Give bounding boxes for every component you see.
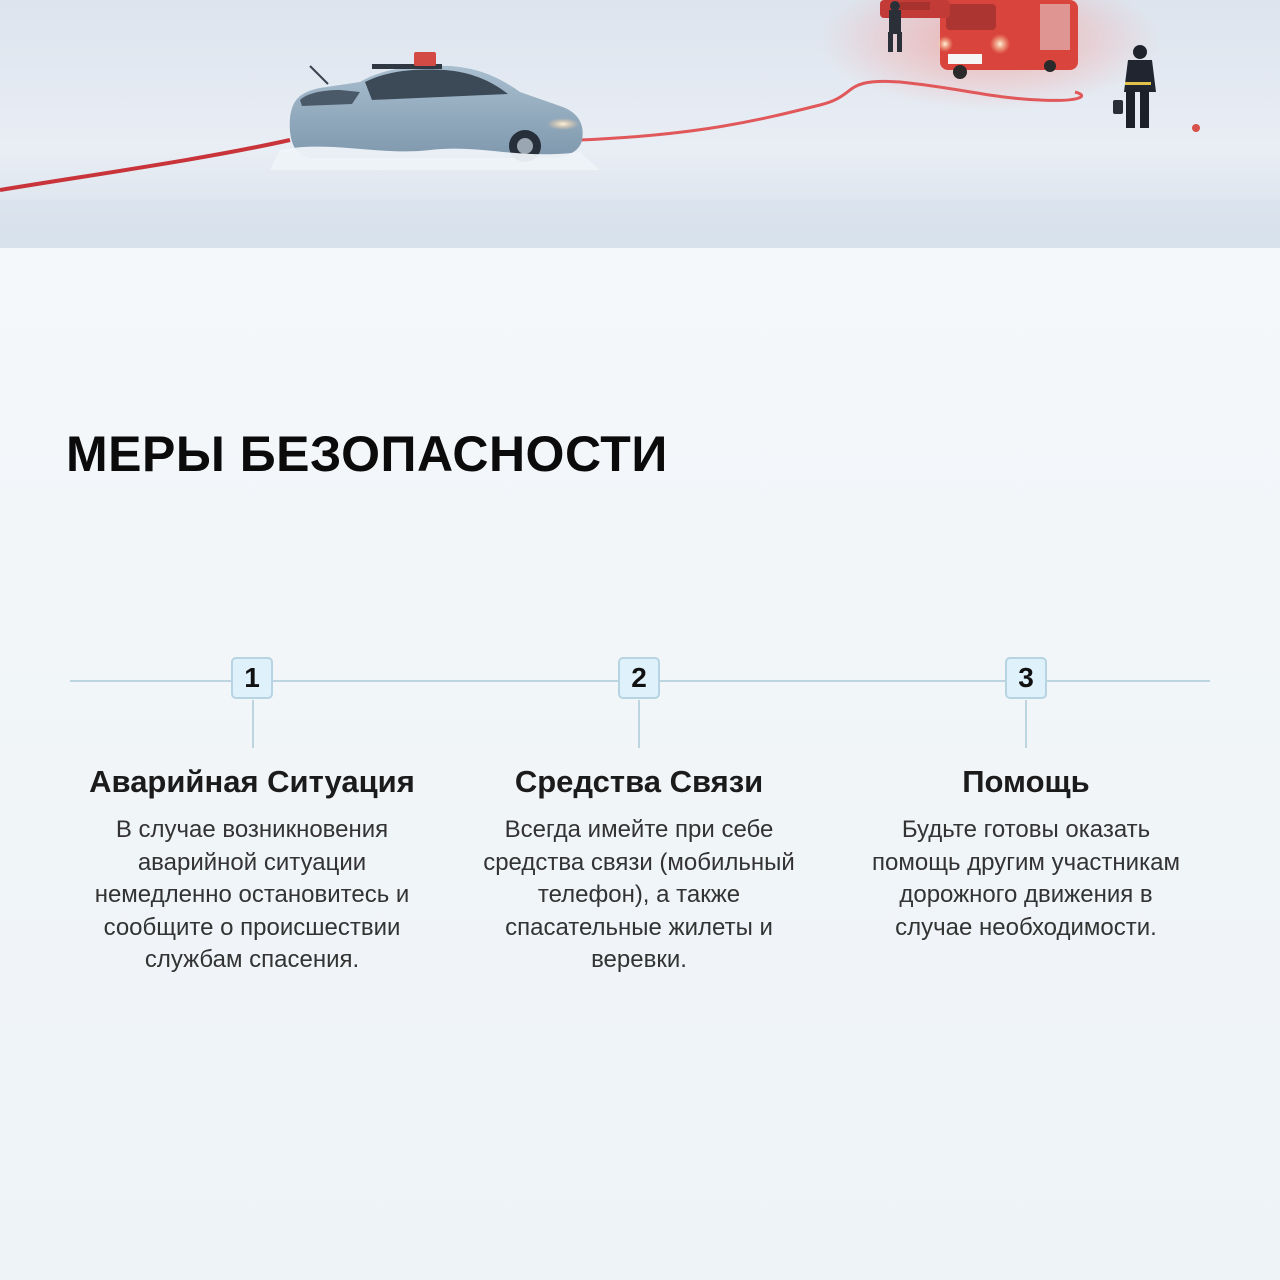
step-number-badge-2: 2 xyxy=(618,657,660,699)
step-connector-3 xyxy=(1025,700,1027,748)
step-heading: Аварийная Ситуация xyxy=(89,764,415,799)
hero-photo xyxy=(0,0,1280,248)
step-heading: Средства Связи xyxy=(514,764,764,799)
step-heading: Помощь xyxy=(962,764,1090,799)
step-communication xyxy=(459,760,819,977)
step-help xyxy=(846,760,1206,944)
step-description: В случае возникновения аварийной ситуации немедленно остановитесь и сообщите о происшествии службам спасения. xyxy=(94,816,410,973)
step-connector-1 xyxy=(252,700,254,748)
step-number-badge-3: 3 xyxy=(1005,657,1047,699)
page-title: МЕРЫ БЕЗОПАСНОСТИ xyxy=(66,426,668,482)
marker-cone xyxy=(1192,124,1200,132)
step-number-badge-1: 1 xyxy=(231,657,273,699)
step-description: Будьте готовы оказать помощь другим участникам дорожного движения в случае необходимости. xyxy=(872,816,1180,941)
rescue-truck xyxy=(937,0,1078,79)
step-connector-2 xyxy=(638,700,640,748)
step-description: Всегда имейте при себе средства связи (мобильный телефон), а также спасательные жилеты и веревки. xyxy=(483,816,795,973)
step-emergency xyxy=(72,760,432,977)
winter-rescue-scene xyxy=(0,0,1280,248)
